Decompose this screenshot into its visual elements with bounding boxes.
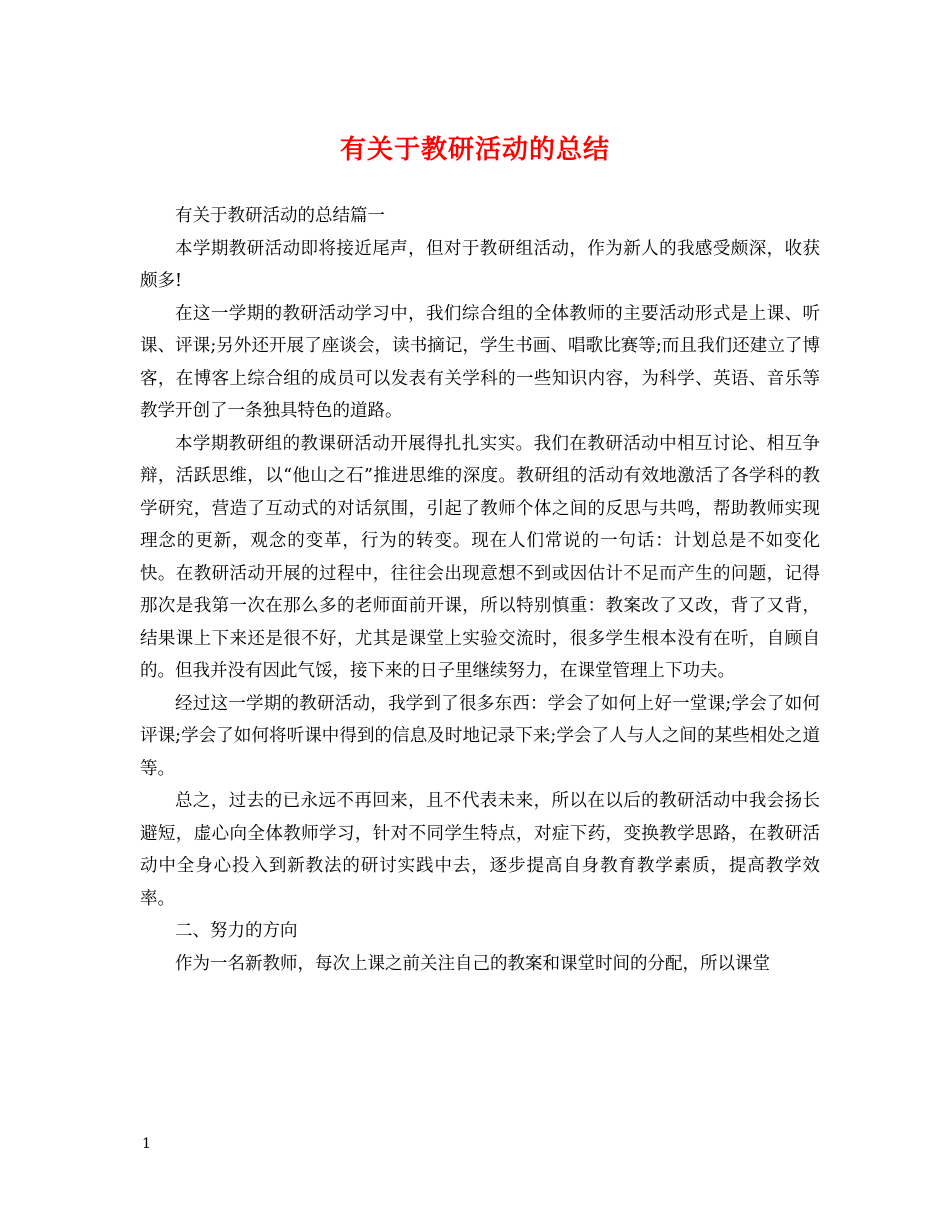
- document-title: 有关于教研活动的总结: [339, 135, 610, 165]
- paragraph: 在这一学期的教研活动学习中，我们综合组的全体教师的主要活动形式是上课、听课、评课;另外还开展了座谈会，读书摘记，学生书画、唱歌比赛等;而且我们还建立了博客，在博客上综合组的成员可以发表有关学科的一些知识内容，为科学、英语、音乐等教学开创了一条独具特色的道路。: [140, 303, 820, 421]
- document-body: [140, 200, 820, 980]
- section-heading: 二、努力的方向: [175, 921, 298, 941]
- paragraph-heading-part-one: 有关于教研活动的总结篇一: [175, 206, 385, 226]
- paragraph: 本学期教研活动即将接近尾声，但对于教研组活动，作为新人的我感受颇深，收获颇多!: [140, 238, 820, 291]
- page-number: 1: [142, 1136, 151, 1152]
- paragraph: 总之，过去的已永远不再回来，且不代表未来，所以在以后的教研活动中我会扬长避短，虚心向全体教师学习，针对不同学生特点，对症下药，变换教学思路，在教研活动中全身心投入到新教法的研讨实践中去，逐步提高自身教育教学素质，提高教学效率。: [140, 791, 820, 909]
- paragraph: 经过这一学期的教研活动，我学到了很多东西：学会了如何上好一堂课;学会了如何评课;学会了如何将听课中得到的信息及时地记录下来;学会了人与人之间的某些相处之道等。: [140, 693, 820, 779]
- paragraph: 作为一名新教师，每次上课之前关注自己的教案和课堂时间的分配，所以课堂: [175, 953, 770, 974]
- paragraph: 本学期教研组的教课研活动开展得扎扎实实。我们在教研活动中相互讨论、相互争辩，活跃思维，以“他山之石”推进思维的深度。教研组的活动有效地激活了各学科的教学研究，营造了互动式的对话氛围，引起了教师个体之间的反思与共鸣，帮助教师实现理念的更新，观念的变革，行为的转变。现在人们常说的一句话：计划总是不如变化快。在教研活动开展的过程中，往往会出现意想不到或因估计不足而产生的问题，记得那次是我第一次在那么多的老师面前开课，所以特别慎重：教案改了又改，背了又背，结果课上下来还是很不好，尤其是课堂上实验交流时，很多学生根本没有在听，自顾自的。但我并没有因此气馁，接下来的日子里继续努力，在课堂管理上下功夫。: [140, 433, 820, 681]
